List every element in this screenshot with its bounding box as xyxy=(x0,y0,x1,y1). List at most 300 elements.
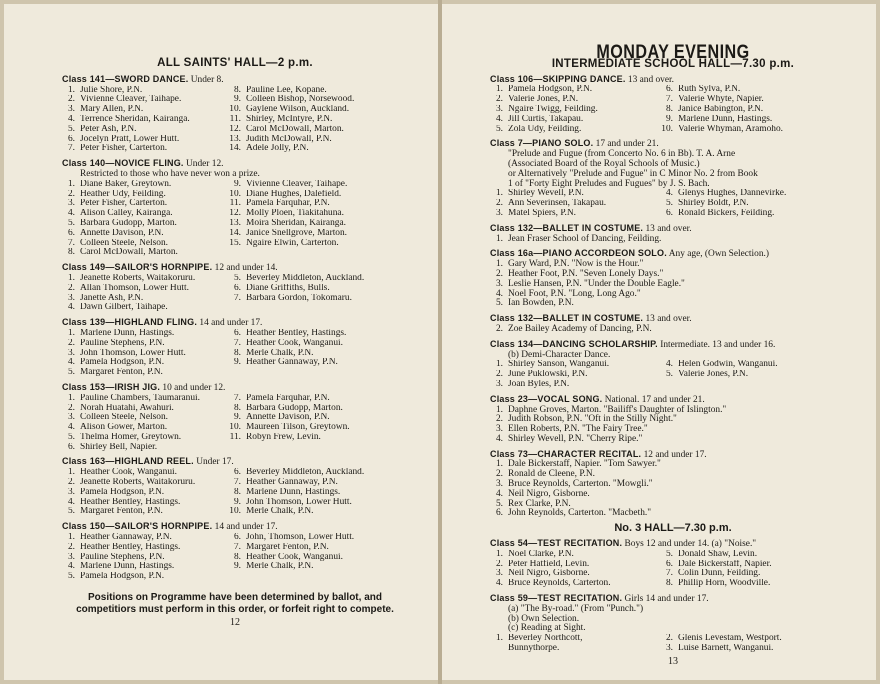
class-heading xyxy=(490,395,856,406)
entry-number: 6. xyxy=(665,85,673,95)
entry-name: John, Thomson, Lower Hutt. xyxy=(246,533,355,543)
entry-number: 8. xyxy=(233,552,241,562)
entry xyxy=(228,543,408,553)
class-title: Class 163—HIGHLAND REEL. xyxy=(62,456,194,467)
entry xyxy=(660,360,856,370)
entry xyxy=(660,95,856,105)
entry-number: 1. xyxy=(67,179,75,189)
entry-name: Merle Chalk, P.N. xyxy=(246,507,314,517)
entry-number: 9. xyxy=(233,413,241,423)
class-title: Class 54—TEST RECITATION. xyxy=(490,538,623,549)
entry-name: Ngaire Elwin, Carterton. xyxy=(246,238,339,248)
entry xyxy=(62,339,228,349)
class-heading xyxy=(62,75,408,86)
entry-name: Alison Gower, Marton. xyxy=(80,423,168,433)
entry-name: Jeanette Roberts, Waitakoruru. xyxy=(80,273,196,283)
entry-number: 4. xyxy=(67,209,75,219)
class-detail: 12 and under 17. xyxy=(643,449,707,460)
entry-number: 11. xyxy=(229,114,241,124)
entry-name: Heather Gannaway, P.N. xyxy=(246,478,338,488)
entry-list xyxy=(62,274,408,313)
entry-row xyxy=(62,209,408,219)
entry-name: Barbara Gudopp, Marton. xyxy=(246,403,343,413)
entry-number: 4. xyxy=(495,488,503,499)
right-page xyxy=(442,4,876,680)
entry-row xyxy=(62,543,408,553)
entry xyxy=(228,533,408,543)
entry xyxy=(660,199,856,209)
entry-name: Heather Udy, Feilding. xyxy=(80,189,166,199)
entry-name: Heather Gannaway, P.N. xyxy=(246,358,338,368)
entry-number: 4. xyxy=(67,423,75,433)
entry xyxy=(62,404,228,414)
evening-title: MONDAY EVENING xyxy=(596,42,750,63)
entry-name: Heather Cook, Wanganui. xyxy=(246,338,343,348)
entry-row xyxy=(490,569,856,579)
class-block xyxy=(490,314,856,335)
entry-number: 2. xyxy=(495,323,503,334)
entry-row xyxy=(62,488,408,498)
entry-row xyxy=(62,115,408,125)
entry-number: 5. xyxy=(67,218,75,228)
entry-name: Neil Nigro, Gisborne. xyxy=(508,569,590,579)
entry xyxy=(228,209,408,219)
class-detail: Any age, (Own Selection.) xyxy=(668,249,769,260)
entry-number: 1. xyxy=(67,85,75,95)
entry xyxy=(490,370,660,380)
entry-name: Dale Bickerstaff, Napier. xyxy=(678,559,772,569)
entry-name: Annette Davison, P.N. xyxy=(246,413,330,423)
entry-row xyxy=(62,199,408,209)
entry-name: Janette Ash, P.N. xyxy=(80,293,144,303)
class-title: Class 73—CHARACTER RECITAL. xyxy=(490,448,642,459)
entry-name: Colleen Steele, Nelson. xyxy=(80,413,169,423)
entry-name: Merle Chalk, P.N. xyxy=(246,562,314,572)
entry-row xyxy=(490,579,856,589)
entry-row xyxy=(490,550,856,560)
entry-number: 9. xyxy=(233,179,241,189)
entry-list xyxy=(490,460,856,519)
entry-number: 2. xyxy=(665,634,673,644)
entry-number: 10. xyxy=(229,105,241,115)
class-title: Class 59—TEST RECITATION. xyxy=(490,593,623,604)
entry xyxy=(660,380,856,390)
entry-name: Colleen Bishop, Norsewood. xyxy=(246,95,355,105)
entry-number: 1. xyxy=(495,360,503,370)
entry xyxy=(228,358,408,368)
class-heading xyxy=(62,383,408,394)
entry xyxy=(490,360,660,370)
entry-list xyxy=(490,406,856,445)
entry-name: Peter Hatfield, Levin. xyxy=(508,559,590,569)
entry-name: Jeanette Roberts, Waitakoruru. xyxy=(80,478,196,488)
entry-name: Pauline Stephens, P.N. xyxy=(80,338,165,348)
entry xyxy=(228,413,408,423)
class-note: "Prelude and Fugue (from Concerto No. 6 in Bb). T. A. Arne xyxy=(508,149,736,160)
entry-name: Vivienne Cleaver, Taihape. xyxy=(246,179,348,189)
entry xyxy=(62,180,228,190)
entry xyxy=(62,329,228,339)
entry xyxy=(660,579,856,589)
entry-name: Allan Thomson, Lower Hutt. xyxy=(80,283,189,293)
class-note: Restricted to those who have never won a prize. xyxy=(80,168,260,179)
entry-name: Valerie Whyte, Napier. xyxy=(678,95,764,105)
entry-name: Beverley Middleton, Auckland. xyxy=(246,468,365,478)
entry xyxy=(228,468,408,478)
entry-name: Peter Fisher, Carterton. xyxy=(80,199,168,209)
entry-number: 7. xyxy=(67,144,75,154)
entry xyxy=(660,569,856,579)
entry xyxy=(660,560,856,570)
class-title: Class 132—BALLET IN COSTUME. xyxy=(490,313,644,324)
entry-number: 7. xyxy=(233,542,241,552)
entry xyxy=(660,644,856,654)
entry-number: 5. xyxy=(67,432,75,442)
entry-number: 10. xyxy=(229,423,241,433)
entry xyxy=(660,370,856,380)
entry-row xyxy=(490,235,856,245)
entry-row xyxy=(490,95,856,105)
entry-name: Pamela Farquhar, P.N. xyxy=(246,393,330,403)
entry-name: Heather Gannaway, P.N. xyxy=(80,533,172,543)
entry xyxy=(228,284,408,294)
class-block xyxy=(490,224,856,245)
entry xyxy=(228,229,408,239)
class-title: Class 139—HIGHLAND FLING. xyxy=(62,317,198,328)
class-heading xyxy=(490,539,856,550)
entry-number: 11. xyxy=(229,199,241,209)
entry-number: 9. xyxy=(233,497,241,507)
entry xyxy=(228,349,408,359)
entry-number: 7. xyxy=(665,569,673,579)
entry-number: 1. xyxy=(67,273,75,283)
entry xyxy=(228,562,408,572)
ballot-notice: Positions on Programme have been determined by ballot, and competitiors must perform in this order, or forfeit right to compete. xyxy=(76,592,394,616)
entry-row xyxy=(62,105,408,115)
entry-name: Judith Robson, P.N. "Oft in the Stilly Night." xyxy=(508,414,677,425)
class-title: Class 16a—PIANO ACCORDEON SOLO. xyxy=(490,248,667,259)
entry xyxy=(228,303,408,313)
entry xyxy=(228,105,408,115)
entry-number: 7. xyxy=(233,338,241,348)
entry-row xyxy=(62,125,408,135)
entry-number: 4. xyxy=(495,579,503,589)
entry-number: 9. xyxy=(665,114,673,124)
entry-row xyxy=(62,423,408,433)
entry-name: Noel Foot, P.N. "Long, Long Ago." xyxy=(508,288,641,299)
entry-list xyxy=(62,394,408,453)
entry-number: 13. xyxy=(229,134,241,144)
entry-number: 9. xyxy=(233,95,241,105)
class-block xyxy=(62,457,408,517)
entry-row xyxy=(490,644,856,654)
entry xyxy=(62,135,228,145)
entry-number: 4. xyxy=(665,360,673,370)
entry-name: Jocelyn Pratt, Lower Hutt. xyxy=(80,134,180,144)
entry-row xyxy=(62,349,408,359)
class-title: Class 150—SAILOR'S HORNPIPE. xyxy=(62,521,213,532)
entry xyxy=(490,380,660,390)
entry-name: Robyn Frew, Levin. xyxy=(246,432,321,442)
entry-number: 3. xyxy=(67,199,75,209)
entry-number: 1. xyxy=(67,328,75,338)
entry-number: 4. xyxy=(67,358,75,368)
entry-number: 5. xyxy=(233,273,241,283)
page-number: 13 xyxy=(668,655,678,667)
entry-name: Barbara Gudopp, Marton. xyxy=(80,218,177,228)
entry-name: Heather Cook, Wanganui. xyxy=(246,552,343,562)
entry-number: 5. xyxy=(665,549,673,559)
entry-number: 4. xyxy=(495,433,503,444)
entry xyxy=(228,478,408,488)
entry-row xyxy=(490,325,856,335)
entry-list xyxy=(490,550,856,589)
entry-name: Colin Dunn, Feilding. xyxy=(678,569,761,579)
entry xyxy=(490,125,660,135)
entry-row xyxy=(490,125,856,135)
entry xyxy=(228,572,408,582)
entry-name: Phillip Horn, Woodville. xyxy=(678,579,771,589)
entry-number: 8. xyxy=(233,348,241,358)
entry xyxy=(62,284,228,294)
entry-list xyxy=(62,533,408,582)
entry-name: Beverley Northcott, xyxy=(508,634,583,644)
entry-row xyxy=(490,634,856,644)
class-block xyxy=(62,522,408,582)
class-detail: Under 8. xyxy=(190,74,224,85)
class-detail: 14 and under 17. xyxy=(199,318,263,329)
entry-number: 7. xyxy=(233,478,241,488)
entry-name: Bunnythorpe. xyxy=(508,644,560,654)
entry xyxy=(62,248,228,258)
entry-name: Pauline Chambers, Taumaranui. xyxy=(80,393,200,403)
entry xyxy=(228,199,408,209)
entry-row xyxy=(62,135,408,145)
entry-name: Norah Huatahi, Awahuri. xyxy=(80,403,174,413)
entry-name: Heather Bentley, Hastings. xyxy=(80,497,181,507)
entry-name: John Thomson, Lower Hutt. xyxy=(246,497,352,507)
entry xyxy=(490,105,660,115)
entry xyxy=(62,274,228,284)
entry xyxy=(660,115,856,125)
entry-number: 5. xyxy=(495,298,503,309)
entry-number: 2. xyxy=(495,559,503,569)
entry-number: 1. xyxy=(495,634,503,644)
entry-row xyxy=(490,299,856,309)
entry-name: Shirley Wevell, P.N. xyxy=(508,189,584,199)
entry xyxy=(62,294,228,304)
entry-name: Bruce Reynolds, Carterton. "Mowgli." xyxy=(508,479,653,490)
entry xyxy=(660,85,856,95)
entry-number: 2. xyxy=(67,403,75,413)
entry-name: Ngaire Twigg, Feilding. xyxy=(508,104,598,114)
entry-name: Rex Clarke, P.N. xyxy=(508,498,571,509)
entry xyxy=(62,423,228,433)
entry-number: 1. xyxy=(67,393,75,403)
class-heading xyxy=(490,75,856,86)
entry-name: Thelma Homer, Greytown. xyxy=(80,432,182,442)
class-list xyxy=(490,75,856,520)
entry-name: Julie Shore, P.N. xyxy=(80,85,143,95)
entry-number: 6. xyxy=(67,228,75,238)
entry-number: 12. xyxy=(229,124,241,134)
entry-name: Jean Fraser School of Dancing, Feilding. xyxy=(508,233,662,244)
class-block xyxy=(490,450,856,520)
entry-name: Pamela Hodgson, P.N. xyxy=(80,572,165,582)
entry-name: Donald Shaw, Levin. xyxy=(678,549,758,559)
entry xyxy=(62,239,228,249)
entry xyxy=(62,86,228,96)
class-detail: Under 17. xyxy=(196,457,234,468)
entry xyxy=(228,423,408,433)
entry-number: 3. xyxy=(67,413,75,423)
entry-number: 3. xyxy=(495,379,503,389)
entry-row xyxy=(490,189,856,199)
entry xyxy=(228,144,408,154)
entry xyxy=(660,189,856,199)
entry-name: Adele Jolly, P.N. xyxy=(246,144,309,154)
class-block xyxy=(490,594,856,654)
entry-number: 4. xyxy=(67,303,75,313)
entry-row xyxy=(490,509,856,519)
entry-name: Ian Bowden, P.N. xyxy=(508,298,574,309)
entry xyxy=(228,394,408,404)
entry-name: Glenys Hughes, Dannevirke. xyxy=(678,189,787,199)
entry-number: 2. xyxy=(495,469,503,480)
entry xyxy=(490,579,660,589)
class-list xyxy=(62,75,408,582)
entry-name: Ellen Roberts, P.N. "The Fairy Tree." xyxy=(508,424,648,435)
class-block xyxy=(62,383,408,453)
class-detail: National. 17 and under 21. xyxy=(604,394,705,405)
entry-number: 3. xyxy=(495,424,503,435)
entry-number: 3. xyxy=(495,208,503,218)
entry-name: Zola Udy, Feilding. xyxy=(508,124,582,134)
entry xyxy=(490,209,660,219)
entry xyxy=(228,248,408,258)
entry-number: 3. xyxy=(67,552,75,562)
entry-number: 8. xyxy=(665,104,673,114)
entry-name: Carol McDowall, Marton. xyxy=(80,248,178,258)
entry-number: 7. xyxy=(233,293,241,303)
entry xyxy=(62,95,228,105)
class-detail: Girls 14 and under 17. xyxy=(624,594,709,605)
entry-number: 5. xyxy=(665,370,673,380)
entry-row xyxy=(490,85,856,95)
class-block xyxy=(490,249,856,309)
class-title: Class 153—IRISH JIG. xyxy=(62,381,161,392)
entry-number: 1. xyxy=(67,468,75,478)
entry-row xyxy=(62,339,408,349)
class-detail: 13 and over. xyxy=(645,223,692,234)
hall-title-no3: No. 3 HALL—7.30 p.m. xyxy=(614,522,732,535)
entry-number: 1. xyxy=(495,233,503,244)
entry-number: 12. xyxy=(229,209,241,219)
entry xyxy=(228,553,408,563)
entry-number: 10. xyxy=(229,189,241,199)
entry-name: Shirley Wevell, P.N. "Cherry Ripe." xyxy=(508,433,643,444)
entry-row xyxy=(62,248,408,258)
entry-number: 1. xyxy=(67,533,75,543)
entry xyxy=(228,498,408,508)
entry-number: 5. xyxy=(67,572,75,582)
entry-number: 6. xyxy=(665,208,673,218)
entry-name: Marlene Dunn, Hastings. xyxy=(678,114,773,124)
entry xyxy=(490,560,660,570)
entry-name: Marlene Dunn, Hastings. xyxy=(80,328,175,338)
entry-row xyxy=(62,478,408,488)
entry xyxy=(62,358,228,368)
entry-row xyxy=(62,274,408,284)
entry xyxy=(62,572,228,582)
entry-number: 6. xyxy=(67,442,75,452)
entry-row xyxy=(62,553,408,563)
entry-number: 1. xyxy=(495,259,503,270)
class-heading xyxy=(490,224,856,235)
entry-name: Peter Fisher, Carterton. xyxy=(80,144,168,154)
class-block xyxy=(62,159,408,258)
entry-name: Mary Allen, P.N. xyxy=(80,105,144,115)
entry-name: Helen Godwin, Wanganui. xyxy=(678,360,778,370)
entry-name: Maureen Tilson, Greytown. xyxy=(246,423,350,433)
entry xyxy=(490,95,660,105)
class-title: Class 140—NOVICE FLING. xyxy=(62,158,184,169)
entry xyxy=(62,115,228,125)
entry-name: John Thomson, Lower Hutt. xyxy=(80,348,186,358)
entry xyxy=(228,488,408,498)
entry-row xyxy=(62,443,408,453)
entry-name: Beverley Middleton, Auckland. xyxy=(246,273,365,283)
entry-row xyxy=(62,562,408,572)
entry xyxy=(62,209,228,219)
entry-number: 14. xyxy=(229,144,241,154)
entry xyxy=(228,219,408,229)
entry-name: Diane Griffiths, Bulls. xyxy=(246,283,330,293)
entry-number: 8. xyxy=(233,403,241,413)
entry-number: 1. xyxy=(495,404,503,415)
class-list xyxy=(490,539,856,654)
entry-name: Ruth Sylva, P.N. xyxy=(678,85,741,95)
entry-number: 2. xyxy=(495,268,503,279)
entry xyxy=(660,125,856,135)
entry-number: 1. xyxy=(495,85,503,95)
entry-list xyxy=(62,329,408,378)
class-note: or Alternatively "Prelude and Fugue" in C Minor No. 2 from Book xyxy=(508,168,758,179)
entry xyxy=(490,199,660,209)
entry xyxy=(228,180,408,190)
entry-number: 3. xyxy=(67,105,75,115)
entry-name: Pauline Lee, Kopane. xyxy=(246,85,327,95)
class-detail: 13 and over. xyxy=(627,74,674,85)
class-title: Class 141—SWORD DANCE. xyxy=(62,73,189,84)
entry-name: Heather Bentley, Hastings. xyxy=(246,328,347,338)
class-block xyxy=(490,539,856,589)
entry-number: 5. xyxy=(67,124,75,134)
entry xyxy=(490,115,660,125)
entry-name: Valerie Jones, P.N. xyxy=(508,95,579,105)
entry xyxy=(62,349,228,359)
entry-number: 3. xyxy=(67,293,75,303)
entry-number: 2. xyxy=(495,370,503,380)
entry xyxy=(228,95,408,105)
entry-number: 1. xyxy=(495,459,503,470)
entry xyxy=(62,533,228,543)
entry-name: Diane Hughes, Dalefield. xyxy=(246,189,342,199)
entry-row xyxy=(62,239,408,249)
entry xyxy=(490,85,660,95)
entry xyxy=(228,239,408,249)
entry-name: Pamela Hodgson, P.N. xyxy=(80,358,165,368)
